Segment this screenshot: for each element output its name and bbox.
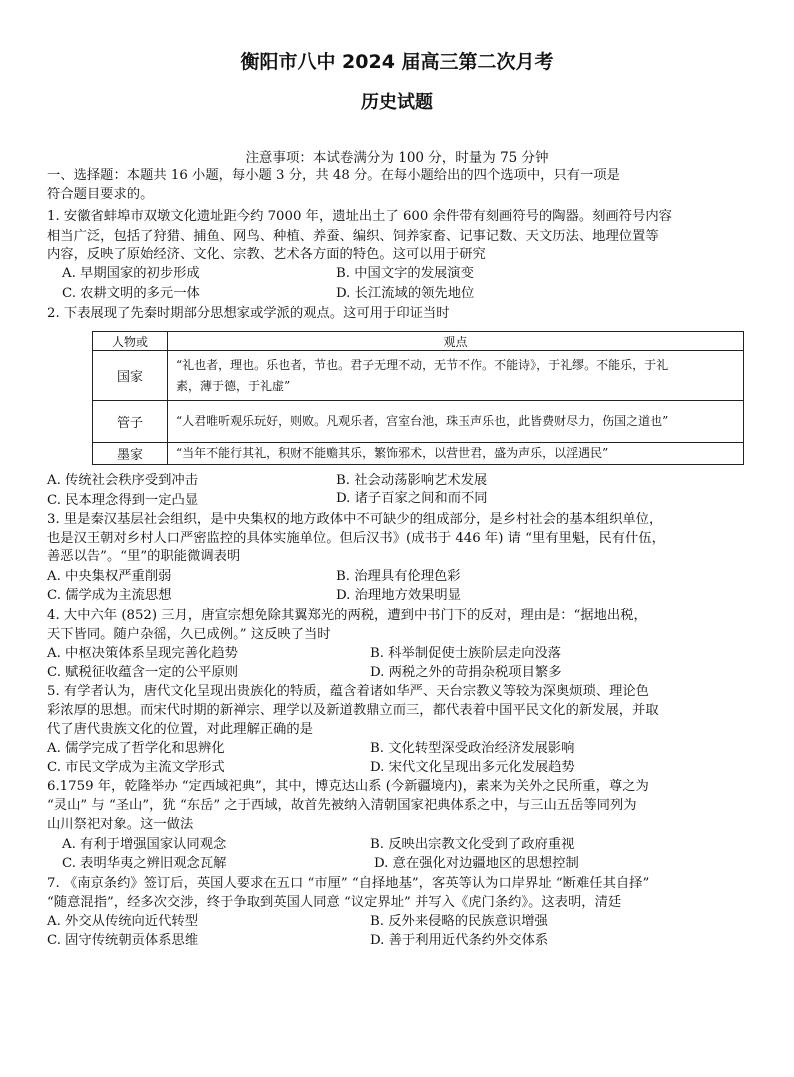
question-4-option-b[interactable]: B. 科举制促使士族阶层走向没落 xyxy=(370,646,562,661)
table-cell-view xyxy=(168,351,744,401)
question-7-text: 7. 《南京条约》签订后，英国人要求在五口 “市厘” “自择地基”，客英等认为口岸界址 “断难任其自择” xyxy=(47,876,650,891)
section-instruction-line: 一、选择题：本题共 16 小题，每小题 3 分，共 48 分。在每小题给出的四个选项中，只有一项是 xyxy=(47,168,620,183)
question-4-option-a[interactable]: A. 中枢决策体系呈现完善化趋势 xyxy=(47,646,238,661)
table-row xyxy=(93,401,744,443)
question-6-text: 山川祭祀对象。这一做法 xyxy=(47,817,194,832)
question-5-option-d[interactable]: D. 宋代文化呈现出多元化发展趋势 xyxy=(370,760,575,775)
question-5-text: 彩浓厚的思想。而宋代时期的新禅宗、理学以及新道教鼎立而三，都代表着中国平民文化的新发展，并取 xyxy=(47,703,659,718)
question-3-text: 3. 里是秦汉基层社会组织，是中央集权的地方政体中不可缺少的组成部分，是乡村社会的基本组织单位， xyxy=(47,512,663,527)
table-row xyxy=(93,351,744,401)
question-3-option-a[interactable]: A. 中央集权严重削弱 xyxy=(47,569,172,584)
question-7-text: “随意混指”，经多次交涉，终于争取到英国人同意 “议定界址” 并写入《虎门条约》。这表明，清廷 xyxy=(47,895,622,910)
question-6-option-c[interactable]: C. 表明华夷之辨旧观念瓦解 xyxy=(62,856,227,871)
question-4-text: 4. 大中六年 (852) 三月，唐宣宗想免除其翼郑光的两税，遭到中书门下的反对，理由是：“据地出税， xyxy=(47,608,647,623)
question-6-option-a[interactable]: A. 有利于增强国家认同观念 xyxy=(62,837,227,852)
exam-title: 衡阳市八中 2024 届高三第二次月考 xyxy=(240,51,554,73)
question-7-option-d[interactable]: D. 善于利用近代条约外交体系 xyxy=(370,933,549,948)
question-6-option-b[interactable]: B. 反映出宗教文化受到了政府重视 xyxy=(370,837,575,852)
question-3-option-c[interactable]: C. 儒学成为主流思想 xyxy=(47,588,172,603)
question-6-option-d[interactable]: D. 意在强化对边疆地区的思想控制 xyxy=(374,856,579,871)
question-5-option-b[interactable]: B. 文化转型深受政治经济发展影响 xyxy=(370,741,575,756)
question-1-text: 相当广泛，包括了狩猎、捕鱼、网鸟、种植、养蚕、编织、饲养家畜、记事记数、天文历法、地理位置等 xyxy=(47,229,659,244)
table-header-row xyxy=(93,332,744,351)
table-row xyxy=(93,443,744,465)
question-5-option-c[interactable]: C. 市民文学成为主流文学形式 xyxy=(47,760,225,775)
table-header-cell: 人物或 xyxy=(93,332,168,351)
view-line: “礼也者，理也。乐也者，节也。君子无理不动，无节不作。不能诗》，于礼缪。不能乐，于礼 xyxy=(176,357,669,372)
section-instruction-line: 符合题目要求的。 xyxy=(47,187,154,202)
table-cell-who: 墨家 xyxy=(93,443,168,465)
question-1-option-a[interactable]: A. 早期国家的初步形成 xyxy=(62,266,200,281)
question-6-text: 6.1759 年，乾隆举办 “定西域祀典”，其中，博克达山系 (今新疆境内)，素来为关外之民所重，尊之为 xyxy=(47,779,649,794)
table-header-cell: 观点 xyxy=(168,332,744,351)
question-2-option-c[interactable]: C. 民本理念得到一定凸显 xyxy=(47,493,199,508)
question-7-option-b[interactable]: B. 反外来侵略的民族意识增强 xyxy=(370,914,548,929)
table-cell-view xyxy=(168,401,744,443)
view-line: “当年不能行其礼，积财不能赡其乐，繁饰邪术，以营世君，盛为声乐，以淫遇民” xyxy=(176,446,609,460)
exam-subtitle: 历史试题 xyxy=(361,92,433,113)
view-line: “人君唯听观乐玩好，则败。凡观乐者，宫室台池，珠玉声乐也，此皆费财尽力，伤国之道也” xyxy=(176,414,669,428)
question-5-text: 5. 有学者认为，唐代文化呈现出贵族化的特质，蕴含着诸如华严、天台宗教义等较为深奥烦琐、理论色 xyxy=(47,684,649,699)
table-cell-who: 国家 xyxy=(93,351,168,401)
question-2-option-b[interactable]: B. 社会动荡影响艺术发展 xyxy=(336,473,488,488)
question-7-option-c[interactable]: C. 固守传统朝贡体系思维 xyxy=(47,933,199,948)
question-1-text: 1. 安徽省蚌埠市双墩文化遗址距今约 7000 年，遗址出土了 600 余件带有刻画符号的陶器。刻画符号内容 xyxy=(47,209,672,224)
table-cell-view xyxy=(168,443,744,465)
question-2-option-a[interactable]: A. 传统社会秩序受到冲击 xyxy=(47,473,199,488)
question-1-option-d[interactable]: D. 长江流域的领先地位 xyxy=(336,286,475,301)
question-2-option-d[interactable]: D. 诸子百家之间和而不同 xyxy=(336,491,488,506)
table-cell-who: 管子 xyxy=(93,401,168,443)
question-4-option-c[interactable]: C. 赋税征收蕴含一定的公平原则 xyxy=(47,665,239,680)
question-4-option-d[interactable]: D. 两税之外的苛捐杂税项目繁多 xyxy=(370,665,562,680)
view-line: 素，薄于德，于礼虚” xyxy=(176,378,291,393)
question-3-text: 也是汉王朝对乡村人口严密监控的具体实施单位。但后汉书》(成书于 446 年) 请 “里有里魁，民有什伍， xyxy=(47,531,665,546)
question-5-option-a[interactable]: A. 儒学完成了哲学化和思辨化 xyxy=(47,741,225,756)
question-7-option-a[interactable]: A. 外交从传统向近代转型 xyxy=(47,914,199,929)
question-6-text: “灵山” 与 “圣山”，犹 “东岳” 之于西域，故首先被纳入清朝国家祀典体系之中，与三山五岳等同列为 xyxy=(47,798,637,813)
question-3-option-b[interactable]: B. 治理具有伦理色彩 xyxy=(336,569,461,584)
viewpoints-table xyxy=(92,331,744,465)
question-2-text: 2. 下表展现了先秦时期部分思想家或学派的观点。这可用于印证当时 xyxy=(47,306,450,321)
question-3-option-d[interactable]: D. 治理地方效果明显 xyxy=(336,588,462,603)
exam-notice: 注意事项：本试卷满分为 100 分，时量为 75 分钟 xyxy=(245,150,549,166)
question-1-option-c[interactable]: C. 农耕文明的多元一体 xyxy=(62,286,200,301)
question-4-text: 天下皆同。随户杂徭，久已成例。” 这反映了当时 xyxy=(47,627,331,642)
question-1-option-b[interactable]: B. 中国文字的发展演变 xyxy=(336,266,474,281)
question-5-text: 代了唐代贵族文化的位置，对此理解正确的是 xyxy=(47,722,313,737)
question-1-text: 内容，反映了原始经济、文化、宗教、艺术各方面的特色。这可以用于研究 xyxy=(47,247,486,262)
question-3-text: 善恶以告”。“里”的职能微调表明 xyxy=(47,549,241,564)
